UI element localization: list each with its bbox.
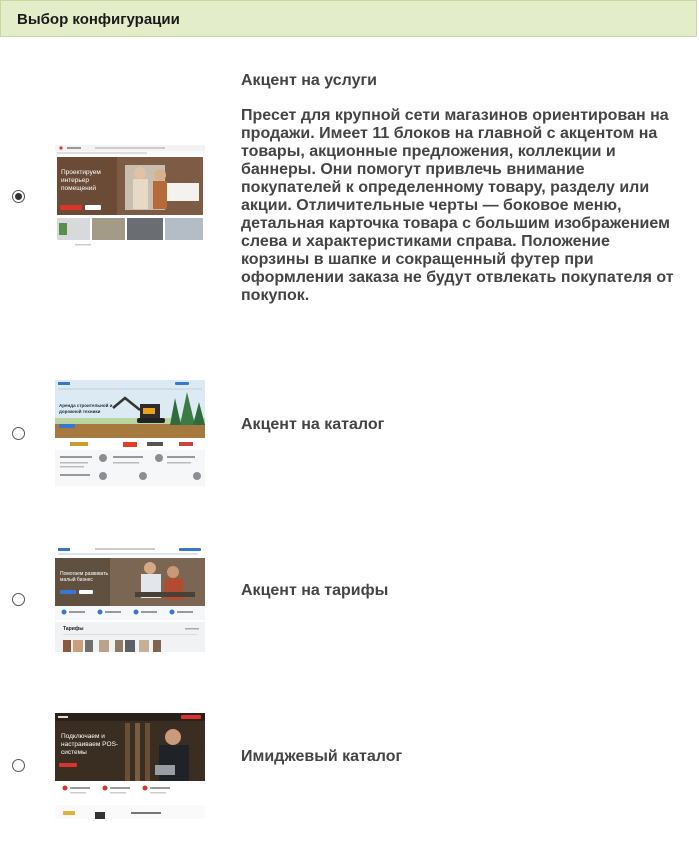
option-description-services: Пресет для крупной сети магазинов ориентирован на продажи. Имеет 11 блоков на главной с акцентом на товары, акционные предложения, коллекции и баннеры. Они помогут привлечь внимание покупателей к определенному товару, разделу или акции. Отличительные черты — боковое меню, детальная карточка товара с большим изображением слева и характеристиками справа. Положение корзины в шапке и сокращенный футер при оформлении заказа не будут отвлекать покупателя от покупок. [241,107,674,304]
option-label-tariffs[interactable]: Акцент на тарифы [241,582,389,599]
thumbnail-tariffs-headline: Помогаем развивать малый бизнес [60,571,109,583]
option-label-services[interactable]: Акцент на услуги [241,72,377,89]
thumbnail-services[interactable] [55,145,205,248]
thumbnail-catalog[interactable] [55,380,205,486]
radio-option-tariffs[interactable] [12,593,25,606]
config-title: Выбор конфигурации [17,11,180,28]
radio-option-catalog[interactable] [12,427,25,440]
thumbnail-tariffs[interactable] [55,546,205,652]
thumbnail-image-catalog-headline: Подключаем и настраиваем POS-системы [61,733,119,756]
thumbnail-image-catalog[interactable] [55,713,205,819]
option-label-image-catalog[interactable]: Имиджевый каталог [241,748,403,765]
thumbnail-catalog-headline: Аренда строительной и дорожной техники [59,403,113,414]
option-label-catalog[interactable]: Акцент на каталог [241,416,385,433]
radio-option-services[interactable] [12,190,25,203]
radio-option-image-catalog[interactable] [12,759,25,772]
config-header [0,0,697,37]
thumbnail-services-headline: Проектируем интерьер помещений [61,169,101,192]
thumbnail-tariffs-section: Тарифы [63,626,84,632]
